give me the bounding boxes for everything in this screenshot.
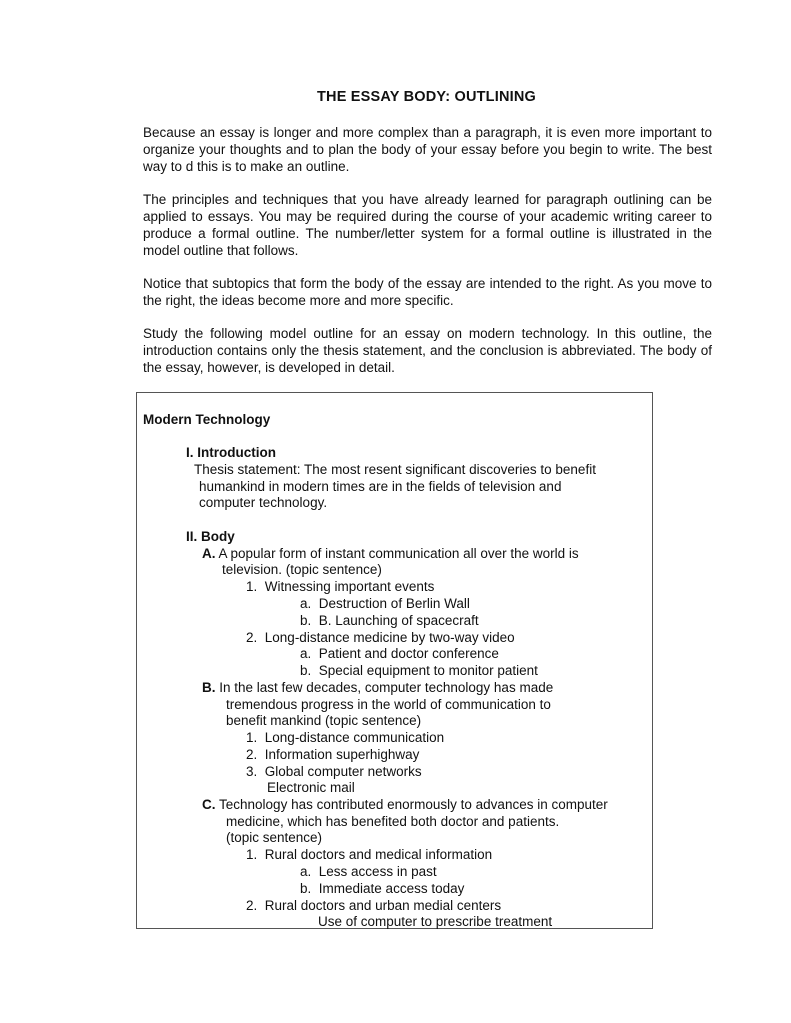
outline-a-2-a-text: Patient and doctor conference bbox=[318, 646, 499, 661]
outline-a-2-a bbox=[300, 645, 499, 662]
outline-b-3 bbox=[246, 763, 422, 780]
model-outline-paragraph: Study the following model outline for an essay on modern technology. In this outline, the introduction contains only the thesis statement, and the conclusion is abbreviated. The body of the essay, however, is developed in detail. bbox=[143, 326, 712, 375]
outline-item-a-letter: A. bbox=[202, 546, 216, 561]
outline-a-2 bbox=[246, 629, 515, 646]
outline-item-a-line-2: television. (topic sentence) bbox=[222, 562, 382, 577]
outline-b-2-num: 2. bbox=[246, 747, 258, 762]
outline-a-2-b-text: Special equipment to monitor patient bbox=[318, 663, 538, 678]
outline-a-1-b-letter: b. bbox=[300, 613, 312, 628]
subtopics-paragraph: Notice that subtopics that form the body of the essay are intended to the right. As you move to the right, the ideas become more and more specific. bbox=[143, 276, 712, 308]
outline-b-3-num: 3. bbox=[246, 764, 258, 779]
outline-item-b-letter: B. bbox=[202, 680, 216, 695]
outline-item-c-line-2: medicine, which has benefited both doctor and patients. bbox=[226, 814, 560, 829]
outline-a-1-a bbox=[300, 595, 470, 612]
outline-c-1-a-letter: a. bbox=[300, 864, 312, 879]
outline-c-1-b-text: Immediate access today bbox=[318, 881, 465, 896]
outline-b-1-num: 1. bbox=[246, 730, 258, 745]
outline-introduction-label: I. Introduction bbox=[186, 445, 276, 460]
outline-a-1-num: 1. bbox=[246, 579, 258, 594]
outline-a-2-b bbox=[300, 662, 538, 679]
outline-item-b-line-1: In the last few decades, computer technology has made bbox=[219, 680, 554, 695]
outline-a-1 bbox=[246, 578, 434, 595]
outline-item-c bbox=[202, 796, 608, 813]
outline-c-2-extra: Use of computer to prescribe treatment bbox=[318, 914, 553, 929]
outline-c-2 bbox=[246, 897, 501, 914]
outline-b-3-text: Global computer networks bbox=[264, 764, 422, 779]
outline-b-3-extra: Electronic mail bbox=[267, 780, 355, 795]
thesis-line-1: Thesis statement: The most resent significant discoveries to benefit bbox=[194, 462, 596, 477]
page-title: THE ESSAY BODY: OUTLINING bbox=[316, 89, 537, 105]
outline-b-1-text: Long-distance communication bbox=[264, 730, 445, 745]
outline-c-1-a bbox=[300, 863, 437, 880]
outline-a-2-a-letter: a. bbox=[300, 646, 312, 661]
outline-item-b-line-2: tremendous progress in the world of communication to bbox=[226, 697, 551, 712]
outline-c-1-num: 1. bbox=[246, 847, 258, 862]
intro-paragraph: Because an essay is longer and more complex than a paragraph, it is even more important to organize your thoughts and to plan the body of your essay before you begin to write. The best way to d this is to make an outline. bbox=[143, 125, 712, 174]
outline-c-1-b-letter: b. bbox=[300, 881, 312, 896]
outline-b-1 bbox=[246, 729, 444, 746]
outline-item-c-letter: C. bbox=[202, 797, 216, 812]
outline-a-1-a-letter: a. bbox=[300, 596, 312, 611]
outline-c-1-text: Rural doctors and medical information bbox=[264, 847, 493, 862]
outline-b-2 bbox=[246, 746, 419, 763]
outline-a-1-a-text: Destruction of Berlin Wall bbox=[318, 596, 470, 611]
outline-item-b-line-3: benefit mankind (topic sentence) bbox=[226, 713, 422, 728]
outline-c-1-b bbox=[300, 880, 464, 897]
outline-c-2-num: 2. bbox=[246, 898, 258, 913]
outline-a-2-num: 2. bbox=[246, 630, 258, 645]
outline-c-1 bbox=[246, 846, 492, 863]
outline-heading: Modern Technology bbox=[143, 412, 271, 427]
outline-b-2-text: Information superhighway bbox=[264, 747, 420, 762]
outline-item-a-line-1: A popular form of instant communication all over the world is bbox=[218, 546, 579, 561]
outline-a-2-b-letter: b. bbox=[300, 663, 312, 678]
principles-paragraph: The principles and techniques that you have already learned for paragraph outlining can be applied to essays. You may be required during the course of your academic writing career to produce a formal outline. The number/letter system for a formal outline is illustrated in the model outline that follows. bbox=[143, 192, 712, 258]
outline-a-1-text: Witnessing important events bbox=[264, 579, 435, 594]
outline-a-2-text: Long-distance medicine by two-way video bbox=[264, 630, 515, 645]
outline-item-c-line-3: (topic sentence) bbox=[226, 830, 323, 845]
thesis-line-2: humankind in modern times are in the fields of television and bbox=[199, 479, 562, 494]
thesis-line-3: computer technology. bbox=[199, 495, 328, 510]
outline-c-2-text: Rural doctors and urban medial centers bbox=[264, 898, 502, 913]
outline-c-1-a-text: Less access in past bbox=[318, 864, 437, 879]
outline-item-b bbox=[202, 679, 553, 696]
outline-body-label: II. Body bbox=[186, 529, 235, 544]
outline-item-c-line-1: Technology has contributed enormously to advances in computer bbox=[219, 797, 608, 812]
outline-a-1-b bbox=[300, 612, 479, 629]
outline-a-1-b-text: B. Launching of spacecraft bbox=[318, 613, 479, 628]
outline-item-a bbox=[202, 545, 579, 562]
